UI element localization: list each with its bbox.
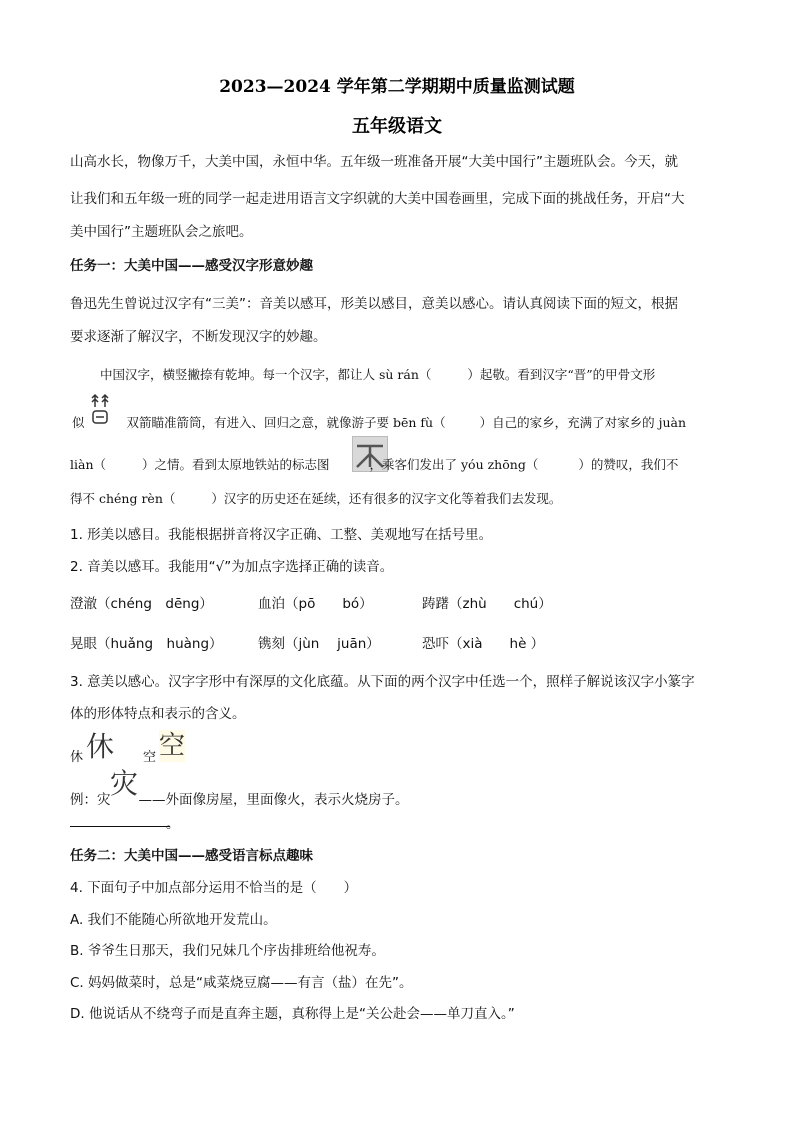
intro-line-2: 让我们和五年级一班的同学一起走进用语言文字织就的大美中国卷画里，完成下面的挑战任务，开启“大 (70, 191, 685, 207)
example-text: ——外面像房屋，里面像火，表示火烧房子。 (138, 792, 409, 808)
task1-desc-line-2: 要求逐渐了解汉字，不断发现汉字的妙趣。 (70, 329, 327, 345)
pinyin-choice[interactable]: 恐吓（xià hè ） (422, 636, 545, 652)
question-1: 1. 形美以感目。我能根据拼音将汉字正确、工整、美观地写在括号里。 (70, 527, 493, 543)
example-prefix: 例：灾 (70, 792, 111, 808)
intro-line-1: 山高水长，物像万千，大美中国，永恒中华。五年级一班准备开展“大美中国行”主题班队会。今天，就 (70, 154, 678, 170)
passage-text: ）汉字的历史还在延续，还有很多的汉字文化等着我们去发现。 (211, 491, 562, 506)
question-2: 2. 音美以感耳。我能用“√”为加点字选择正确的读音。 (70, 559, 394, 575)
passage-text: 双箭瞄准箭筒，有进入、回归之意，就像游子要 bēn fù（ (126, 415, 446, 430)
passage-text: 中国汉字，横竖撇捺有乾坤。每一个汉字，都让人 sù rán（ (100, 367, 432, 382)
answer-end-mark: 。 (166, 816, 180, 832)
option-d[interactable]: D. 他说话从不绕弯子而是直奔主题，真称得上是“关公赴会——单刀直入。” (70, 1006, 515, 1022)
passage-text: 得不 chéng rèn（ (70, 491, 176, 506)
question-3-line-1: 3. 意美以感心。汉字字形中有深厚的文化底蕴。从下面的两个汉字中任选一个，照样子解说该汉字小篆字 (70, 674, 695, 690)
passage-line-4 (70, 489, 561, 509)
passage-line-1 (100, 365, 655, 385)
passage-text: ）自己的家乡，充满了对家乡的 juàn (479, 415, 686, 430)
pinyin-choice[interactable]: 镌刻（jùn juān） (258, 636, 380, 652)
char-kong-label: 空 (143, 750, 157, 765)
passage-text: ）的赞叹，我们不 (578, 457, 679, 472)
char-xiu-label: 休 (70, 750, 84, 765)
task2-heading: 任务二：大美中国——感受语言标点趣味 (70, 848, 313, 864)
page-subtitle: 五年级语文 (352, 116, 442, 137)
task1-desc-line-1: 鲁迅先生曾说过汉字有“三美”：音美以感耳，形美以感目，意美以感心。请认真阅读下面的短文，根据 (70, 296, 678, 312)
option-b[interactable]: B. 爷爷生日那天，我们兄妹几个序齿排班给他祝寿。 (70, 943, 385, 959)
passage-text: ，乘客们发出了 yóu zhōng（ (369, 457, 539, 472)
passage-text: ）起敬。看到汉字“晋”的甲骨文形 (467, 367, 656, 382)
passage-text: ）之情。看到太原地铁站的标志图 (142, 457, 330, 472)
passage-line-2 (72, 413, 686, 433)
passage-text: 似 (72, 415, 85, 430)
answer-line[interactable] (70, 826, 170, 827)
pinyin-choice[interactable]: 踌躇（zhù chú） (422, 596, 552, 612)
passage-text: liàn（ (70, 457, 106, 472)
option-a[interactable]: A. 我们不能随心所欲地开发荒山。 (70, 912, 277, 928)
question-3-line-2: 体的形体特点和表示的含义。 (70, 706, 246, 722)
passage-line-3 (70, 455, 678, 475)
seal-kong-image: 空 (159, 731, 186, 761)
seal-zai-image: 灾 (110, 767, 139, 800)
option-c[interactable]: C. 妈妈做菜时，总是“咸菜烧豆腐——有言（盐）在先”。 (70, 975, 413, 991)
seal-xiu-image: 休 (86, 730, 115, 763)
pinyin-choice[interactable]: 澄澈（chéng dēng） (70, 596, 213, 612)
question-4: 4. 下面句子中加点部分运用不恰当的是（ ） (70, 880, 358, 896)
task1-heading: 任务一：大美中国——感受汉字形意妙趣 (70, 258, 313, 274)
pinyin-choice[interactable]: 晃眼（huǎng huàng） (70, 636, 223, 652)
intro-line-3: 美中国行”主题班队会之旅吧。 (70, 224, 253, 240)
pinyin-choice[interactable]: 血泊（pō bó） (258, 596, 373, 612)
page-title: 2023—2024 学年第二学期期中质量监测试题 (219, 77, 575, 97)
